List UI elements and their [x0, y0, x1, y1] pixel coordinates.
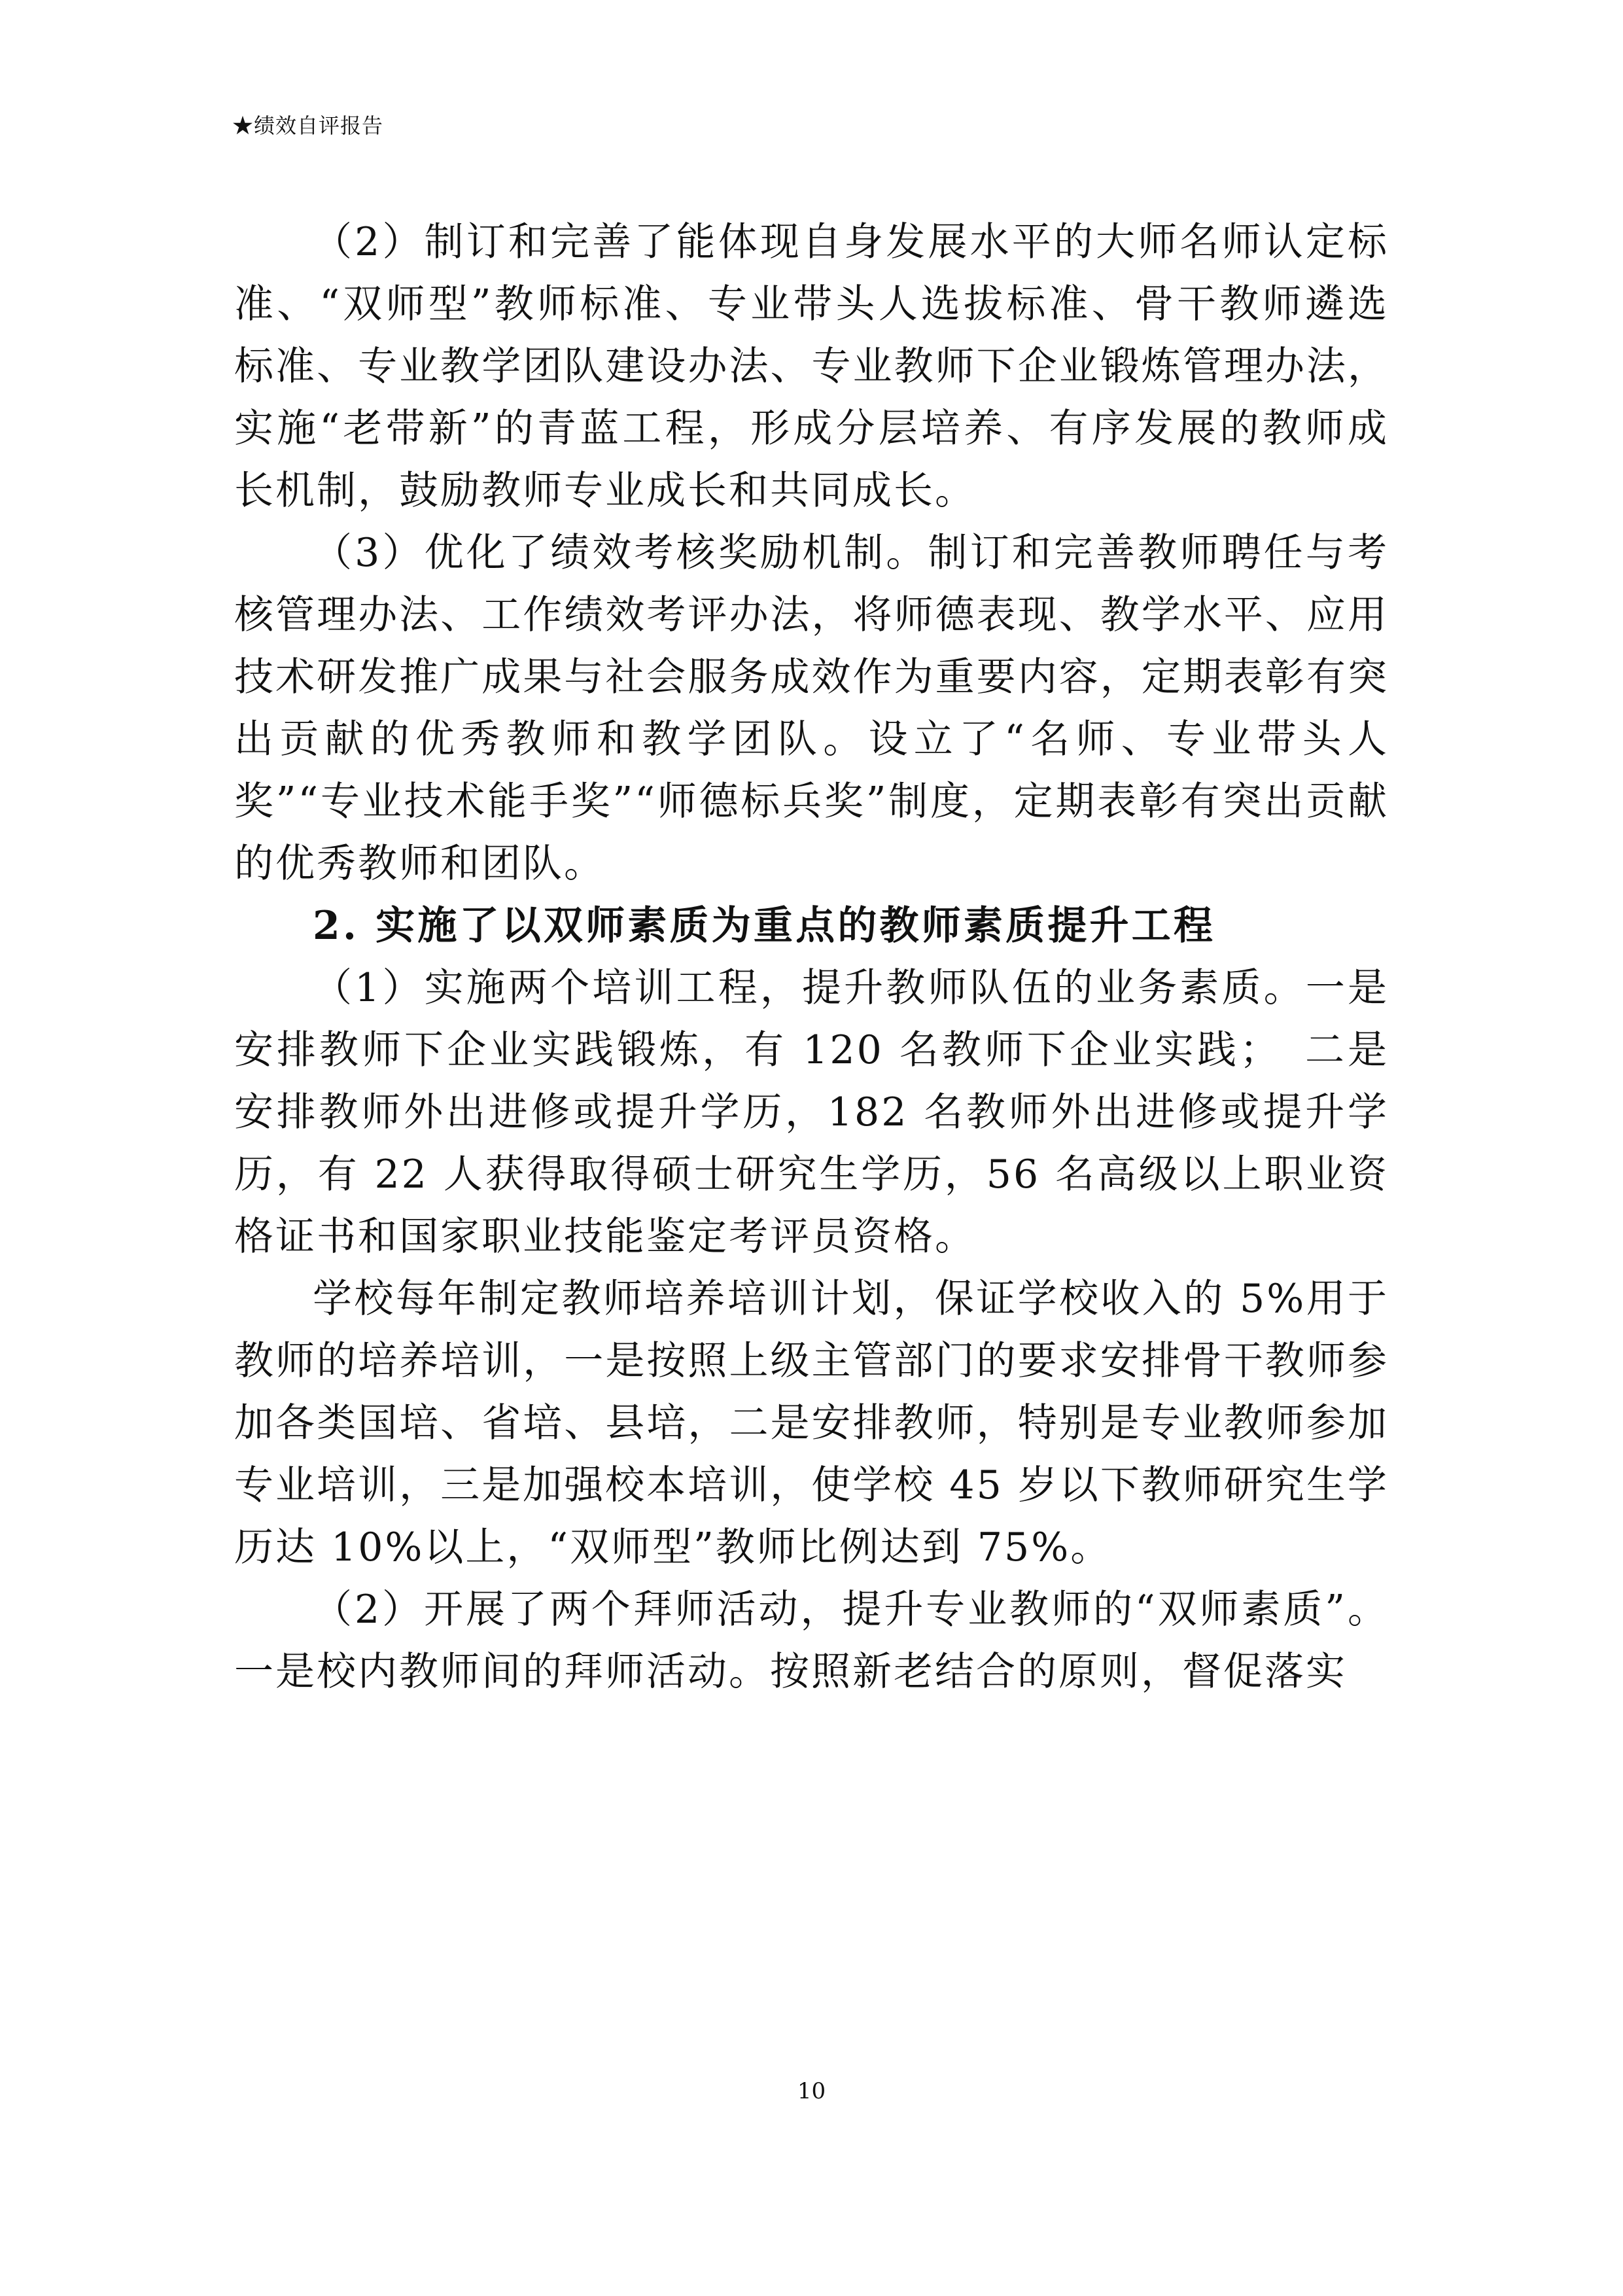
paragraph-standards: （2）制订和完善了能体现自身发展水平的大师名师认定标准、“双师型”教师标准、专业带头人选拔标准、骨干教师遴选标准、专业教学团队建设办法、专业教师下企业锻炼管理办法，实施“老带新”的青蓝工程，形成分层培养、有序发展的教师成长机制，鼓励教师专业成长和共同成长。	[234, 219, 1389, 514]
paragraph-performance-review: （3）优化了绩效考核奖励机制。制订和完善教师聘任与考核管理办法、工作绩效考评办法，将师德表现、教学水平、应用技术研发推广成果与社会服务成效作为重要内容，定期表彰有突出贡献的优秀教师和教学团队。设立了“名师、专业带头人奖”“专业技术能手奖”“师德标兵奖”制度，定期表彰有突出贡献的优秀教师和团队。	[234, 530, 1389, 887]
page-number: 10	[797, 2078, 826, 2104]
document-body	[234, 211, 1389, 1703]
paragraph-mentoring: （2）开展了两个拜师活动，提升专业教师的“双师素质”。一是校内教师间的拜师活动。按照新老结合的原则，督促落实	[234, 1587, 1389, 1695]
report-header: ★绩效自评报告	[232, 113, 384, 138]
paragraph-training-plan: 学校每年制定教师培养培训计划，保证学校收入的 5%用于教师的培养培训，一是按照上级主管部门的要求安排骨干教师参加各类国培、省培、县培，二是安排教师，特别是专业教师参加专业培训，三是加强校本培训，使学校 45 岁以下教师研究生学历达 10%以上，“双师型”教师比例达到 75%。	[234, 1276, 1389, 1570]
section-heading: 2. 实施了以双师素质为重点的教师素质提升工程	[313, 903, 1216, 949]
paragraph-training-projects: （1）实施两个培训工程，提升教师队伍的业务素质。一是安排教师下企业实践锻炼，有 120 名教师下企业实践； 二是安排教师外出进修或提升学历，182 名教师外出进修或提升学历，有 22 人获得取得硕士研究生学历，56 名高级以上职业资格证书和国家职业技能鉴定考评员资格。	[234, 965, 1389, 1260]
